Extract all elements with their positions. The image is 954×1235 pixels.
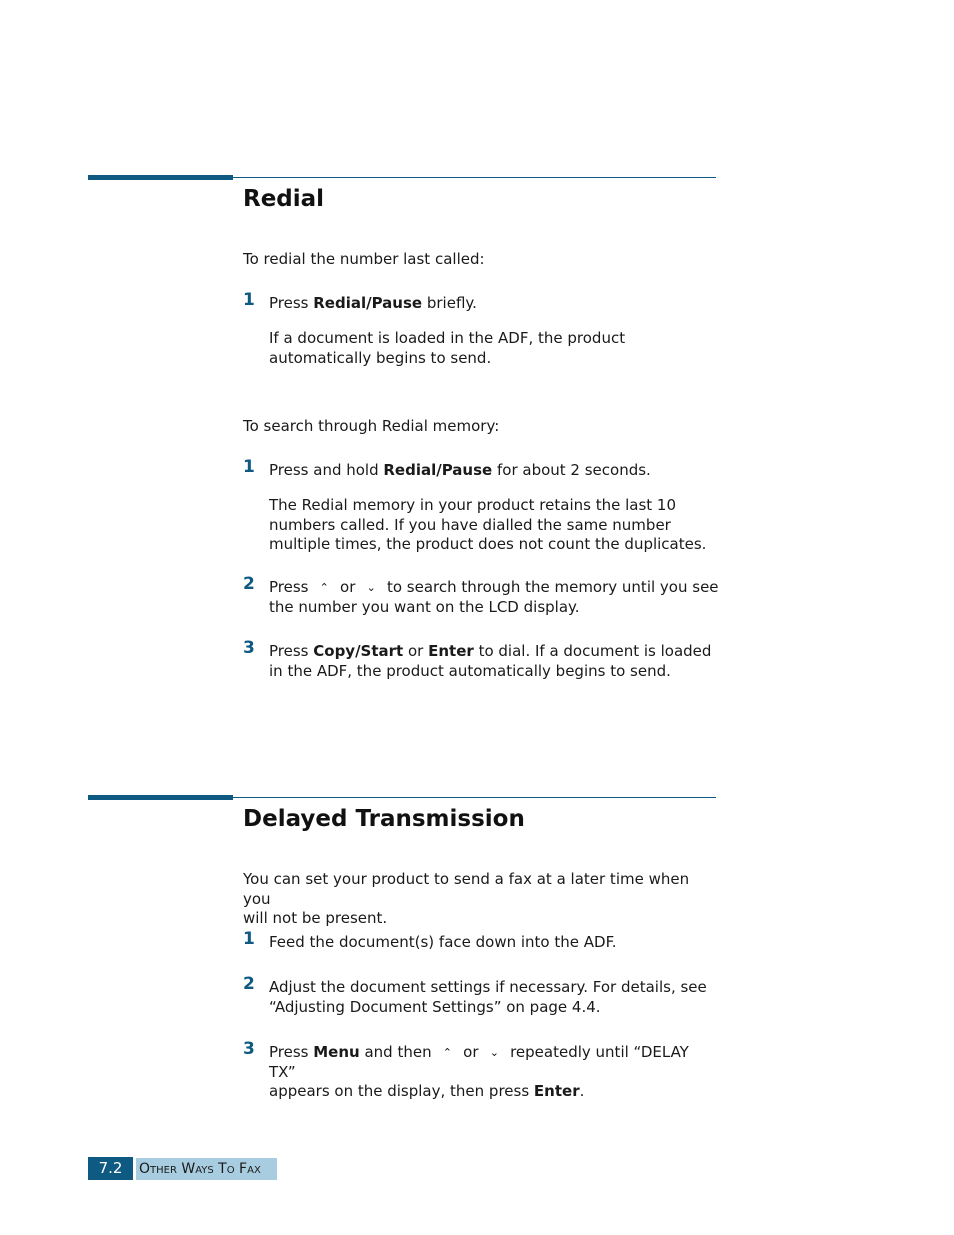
- step-text: Feed the document(s) face down into the ADF.: [269, 933, 617, 951]
- section-heading-redial: Redial: [243, 186, 325, 212]
- step-number: 1: [243, 290, 255, 310]
- step-number: 3: [243, 638, 255, 658]
- down-arrow-icon: ⌄: [366, 581, 376, 594]
- step-number: 3: [243, 1039, 255, 1059]
- chapter-title: Other Ways To Fax: [136, 1158, 277, 1180]
- down-arrow-icon: ⌄: [489, 1046, 499, 1059]
- redial-search-intro: To search through Redial memory:: [243, 417, 500, 435]
- step-note: The Redial memory in your product retains the last 10 numbers called. If you have dialled the same number multiple times, the product does not count the duplicates.: [269, 496, 707, 553]
- delayed-intro: You can set your product to send a fax at a later time when you will not be present.: [243, 870, 690, 927]
- step-text: Adjust the document settings if necessary. For details, see “Adjusting Document Settings” on page 4.4.: [269, 978, 707, 1016]
- step-number: 2: [243, 574, 255, 594]
- step-text: Press ⌃ or ⌄ to search through the memory until you see the number you want on the LCD display.: [269, 578, 719, 616]
- step-text: Press Redial/Pause briefly.: [269, 294, 477, 312]
- page-number: 7.2: [88, 1157, 133, 1180]
- step-number: 1: [243, 457, 255, 477]
- redial-intro: To redial the number last called:: [243, 250, 485, 268]
- step-text: Press Copy/Start or Enter to dial. If a document is loaded in the ADF, the product automatically begins to send.: [269, 642, 712, 680]
- section-heading-delayed: Delayed Transmission: [243, 806, 525, 832]
- up-arrow-icon: ⌃: [442, 1046, 452, 1059]
- section-rule-thin: [233, 177, 716, 178]
- section-rule-thick: [88, 175, 233, 180]
- step-text: Press and hold Redial/Pause for about 2 seconds.: [269, 461, 651, 479]
- step-note: If a document is loaded in the ADF, the product automatically begins to send.: [269, 329, 626, 367]
- section-rule-thin: [233, 797, 716, 798]
- section-rule-thick: [88, 795, 233, 800]
- up-arrow-icon: ⌃: [319, 581, 329, 594]
- step-number: 1: [243, 929, 255, 949]
- step-text: Press Menu and then ⌃ or ⌄ repeatedly until “DELAY TX” appears on the display, then press Enter.: [269, 1043, 689, 1100]
- step-number: 2: [243, 974, 255, 994]
